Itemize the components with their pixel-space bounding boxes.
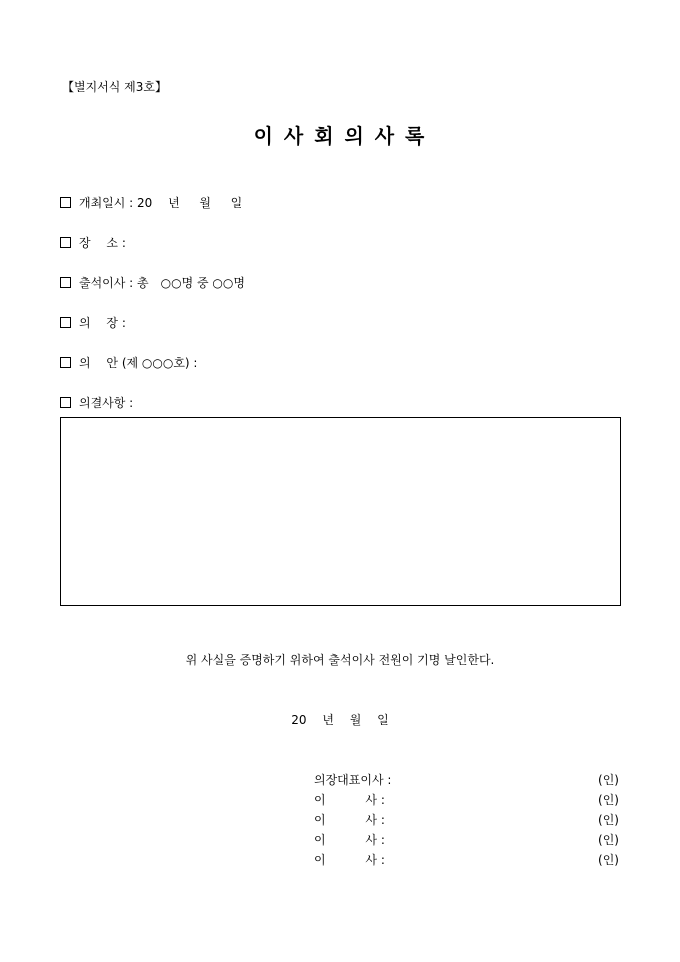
signature-role: 이 사 : <box>314 853 385 867</box>
resolutions-item <box>60 394 133 411</box>
signature-role: 의장대표이사 : <box>314 773 392 787</box>
checkbox-icon <box>60 197 71 208</box>
resolutions-text-box[interactable] <box>60 417 621 606</box>
checkbox-icon <box>60 237 71 248</box>
checkbox-icon <box>60 357 71 368</box>
document-title: 이 사 회 의 사 록 <box>253 124 427 148</box>
meeting-datetime-item <box>60 194 242 211</box>
seal-mark: (인) <box>598 793 619 807</box>
chairperson-item <box>60 314 126 331</box>
signature-role: 이 사 : <box>314 793 385 807</box>
meeting-place-item <box>60 234 126 251</box>
attending-directors-item <box>60 274 245 291</box>
item-label: 출석이사 : 총 ○○명 중 ○○명 <box>79 276 245 290</box>
signature-role: 이 사 : <box>314 833 385 847</box>
item-label: 의 장 : <box>79 316 126 330</box>
seal-mark: (인) <box>598 773 619 787</box>
seal-mark: (인) <box>598 833 619 847</box>
seal-mark: (인) <box>598 853 619 867</box>
checkbox-icon <box>60 277 71 288</box>
checkbox-icon <box>60 317 71 328</box>
agenda-item <box>60 354 197 371</box>
seal-mark: (인) <box>598 813 619 827</box>
item-label: 개최일시 : 20 년 월 일 <box>79 196 243 210</box>
checkbox-icon <box>60 397 71 408</box>
form-number-label: 【별지서식 제3호】 <box>62 80 168 94</box>
item-label: 의 안 (제 ○○○호) : <box>79 356 198 370</box>
signature-role: 이 사 : <box>314 813 385 827</box>
signing-date: 20 년 월 일 <box>291 713 389 727</box>
certification-statement: 위 사실을 증명하기 위하여 출석이사 전원이 기명 날인한다. <box>185 653 495 667</box>
item-label: 장 소 : <box>79 236 126 250</box>
item-label: 의결사항 : <box>79 396 134 410</box>
